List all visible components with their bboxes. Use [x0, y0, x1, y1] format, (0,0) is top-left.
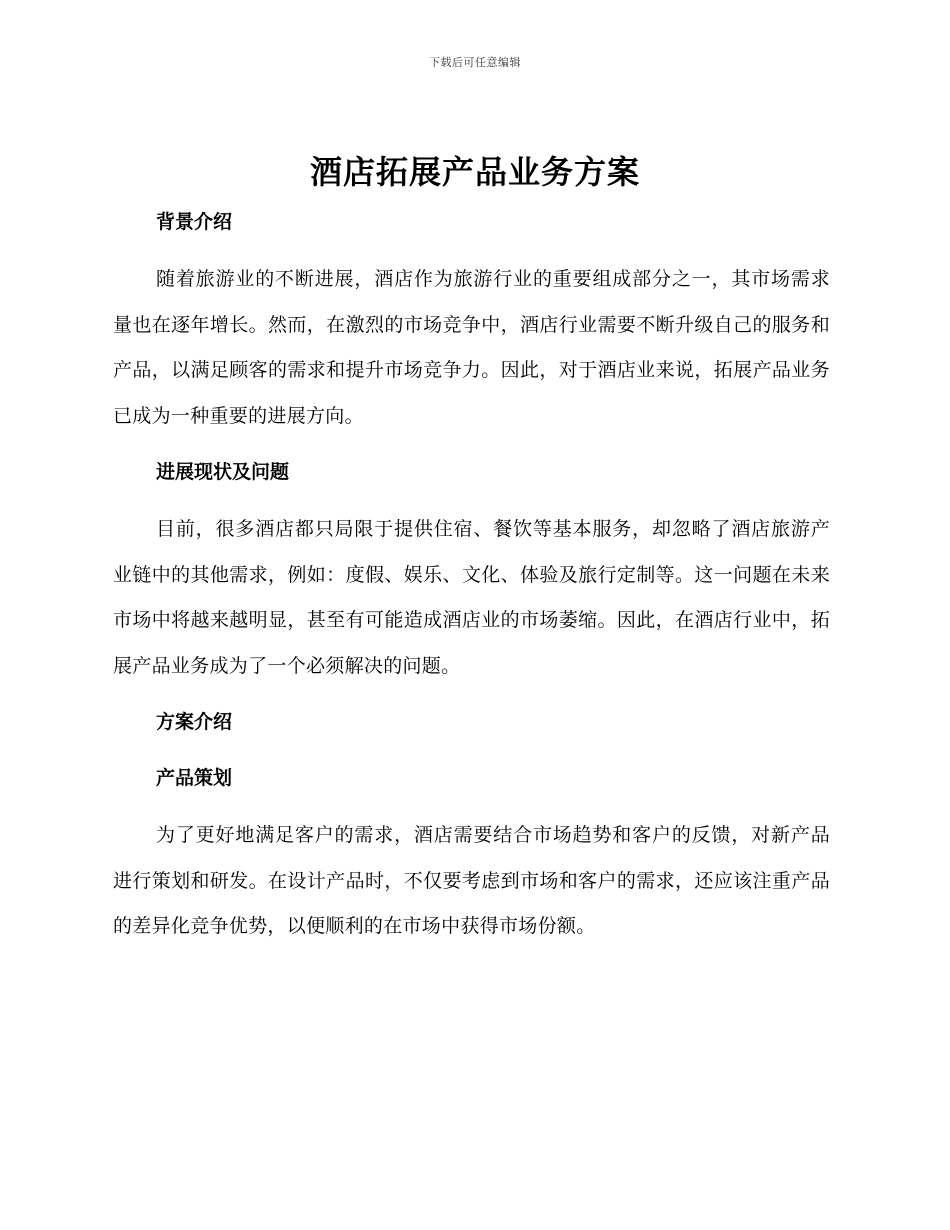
section-paragraph-product-planning: 为了更好地满足客户的需求，酒店需要结合市场趋势和客户的反馈，对新产品进行策划和研发。在设计产品时，不仅要考虑到市场和客户的需求，还应该注重产品的差异化竞争优势，以便顺利的在市场中获得市场份额。 — [113, 824, 830, 937]
section-heading-product-planning: 产品策划 — [156, 767, 233, 789]
section-heading-plan: 方案介绍 — [156, 711, 233, 733]
header-note: 下载后可任意编辑 — [429, 56, 521, 69]
section-heading-background: 背景介绍 — [156, 211, 233, 233]
document-body — [113, 203, 830, 950]
document-title: 酒店拓展产品业务方案 — [309, 153, 640, 191]
section-paragraph-background: 随着旅游业的不断进展，酒店作为旅游行业的重要组成部分之一，其市场需求量也在逐年增长。然而，在激烈的市场竞争中，酒店行业需要不断升级自己的服务和产品，以满足顾客的需求和提升市场竞争力。因此，对于酒店业来说，拓展产品业务已成为一种重要的进展方向。 — [113, 268, 830, 427]
section-heading-status: 进展现状及问题 — [156, 461, 290, 483]
section-paragraph-status: 目前，很多酒店都只局限于提供住宿、餐饮等基本服务，却忽略了酒店旅游产业链中的其他需求，例如：度假、娱乐、文化、体验及旅行定制等。这一问题在未来市场中将越来越明显，甚至有可能造成酒店业的市场萎缩。因此，在酒店行业中，拓展产品业务成为了一个必须解决的问题。 — [113, 518, 830, 677]
